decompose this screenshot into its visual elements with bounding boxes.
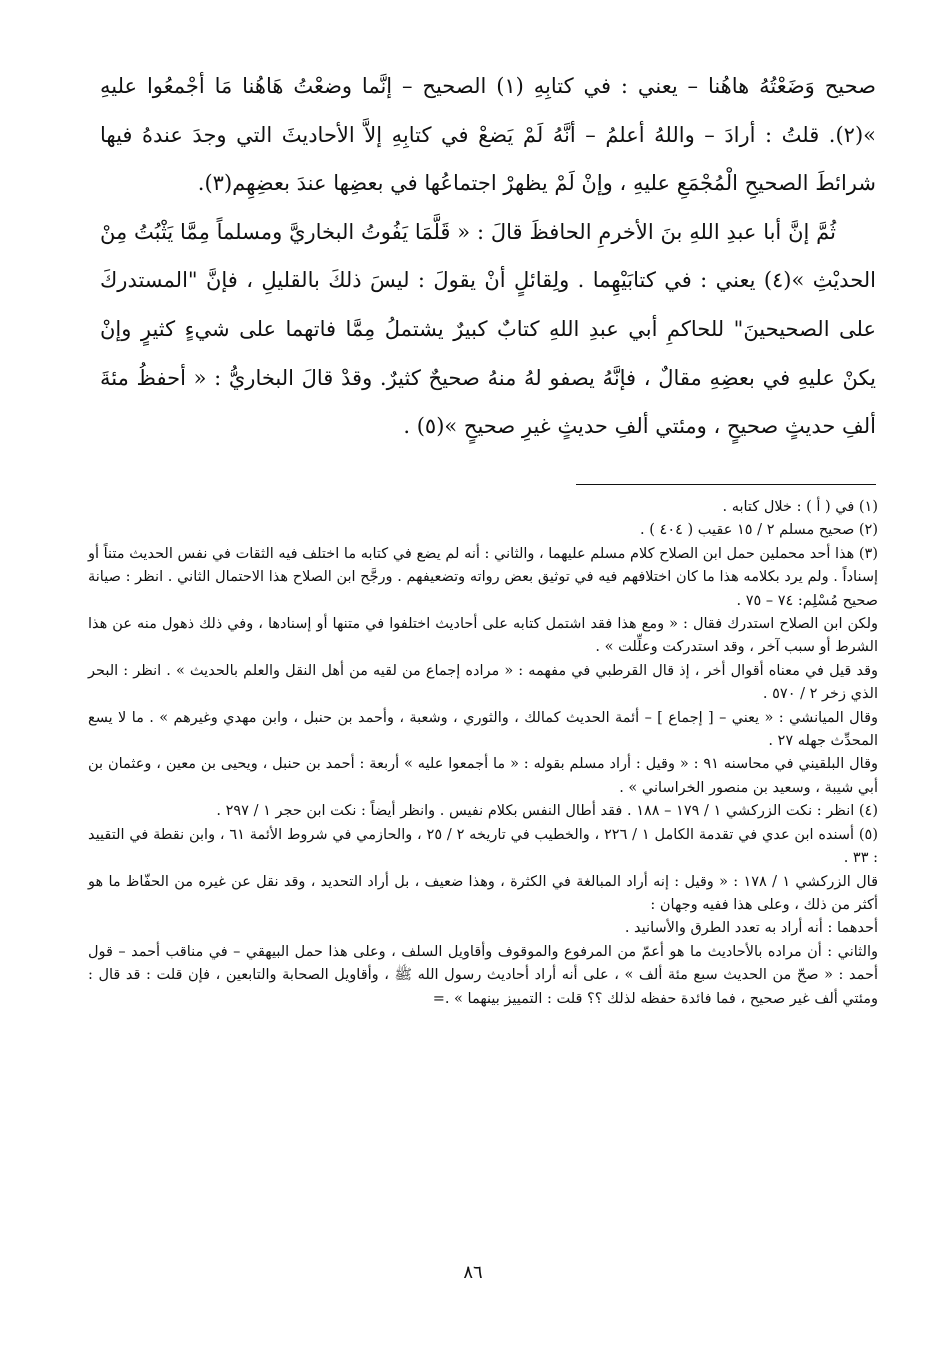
footnote-3-continuation-1: ولكن ابن الصلاح استدرك فقال : « ومع هذا فقد اشتمل كتابه على أحاديث اختلفوا في متنها أو إسنادها ، وفي ذلك ذهول منه عن هذا الشرط أو سبب آخر ، وقد استدركت وعلِّلت » . [88,616,878,656]
main-paragraph-1: صحيح وَضَعْتُهُ هاهُنا – يعني : في كتابِهِ (١) الصحيح – إنَّما وضعْتُ هَاهُنا مَا أجْمعُوا عليهِ »(٢). قلتُ : أرادَ – واللهُ أعلمُ – أنَّهُ لَمْ يَضعْ في كتابِهِ إلاَّ الأحاديثَ التي وجدَ عندهُ فيها شرائطَ الصحيحِ الْمُجْمَعِ عليهِ ، وإنْ لَمْ يظهرْ اجتماعُها في بعضِها عندَ بعضِهِم(٣). [100,74,876,196]
footnote-2: (٢) صحيح مسلم ٢ / ١٥ عقيب ( ٤٠٤ ) . [640,522,878,539]
footnote-5-continuation-3: والثاني : أن مراده بالأحاديث ما هو أعمّ من المرفوع والموقوف وأقاويل السلف ، وعلى هذا حمل البيهقي – في مناقب أحمد – قول أحمد : « صحّ من الحديث سبع مئة ألف » ، على أنه أراد أحاديث رسول الله ﷺ ، وأقاويل الصحابة والتابعين ، فإن قلت : قد قال : ومئتي ألف غير صحيح ، فما فائدة حفظه لذلك ؟؟ قلت : التمييز بينهما » .= [88,943,878,1007]
main-text [100,62,876,451]
footnote-3: (٣) هذا أحد محملين حمل ابن الصلاح كلام مسلم عليهما ، والثاني : أنه لم يضع في كتابه ما اختلف فيه الثقات في نفس الحديث متناً أو إسناداً . ولم يرد بكلامه هذا ما كان اختلافهم فيه في توثيق بعض رواته وتضعيفهم . ورجَّح ابن الصلاح هذا الاحتمال الثاني . انظر : صيانة صحيح مُسْلِم: ٧٤ – ٧٥ . [88,545,878,609]
footnote-divider [576,484,876,485]
footnote-5-continuation-1: قال الزركشي ١ / ١٧٨ : « وقيل : إنه أراد المبالغة في الكثرة ، وهذا ضعيف ، بل أراد التحديد ، وقد نقل عن غيره من الحفّاظ ما هو أكثر من ذلك ، وعلى هذا ففيه وجهان : [88,873,878,913]
main-paragraph-2: ثُمَّ إنَّ أبا عبدِ اللهِ بنَ الأخرمِ الحافظَ قالَ : « قَلَّمَا يَفُوتُ البخاريَّ ومسلماً مِمَّا يَثْبُتُ مِنْ الحديْثِ »(٤) يعني : في كتابَيْهِما . ولِقائلٍ أنْ يقولَ : ليسَ ذلكَ بالقليلِ ، فإنَّ "المستدركَ على الصحيحينَ" للحاكمِ أبي عبدِ اللهِ كتابٌ كبيرٌ يشتملُ مِمَّا فاتهما على شيءٍ كثيرٍ وإنْ يكنْ عليهِ في بعضِهِ مقالٌ ، فإنَّهُ يصفو لهُ منهُ صحيحٌ كثيرٌ. وقدْ قالَ البخاريُّ : « أحفظُ مئةَ ألفِ حديثٍ صحيحٍ ، ومئتي ألفِ حديثٍ غيرِ صحيحٍ »(٥) . [100,219,876,439]
footnote-3-continuation-3: وقال الميانشي : « يعني – [ إجماع ] – أئمة الحديث كمالك ، والثوري ، وشعبة ، وأحمد بن حنبل ، وابن مهدي وغيرهم » . ما لا يسع المحدِّث جهله ٢٧ . [88,709,878,750]
footnote-5-continuation-2: أحدهما : أنه أراد به تعدد الطرق والأسانيد . [624,920,878,937]
footnote-1: (١) في ( أ ) : خلال كتابه . [722,499,878,515]
footnote-3-continuation-4: وقال البلقيني في محاسنه ٩١ : « وقيل : أراد مسلم بقوله : « ما أجمعوا عليه » أربعة : أحمد بن حنبل ، ويحيى بن معين ، وعثمان بن أبي شيبة ، وسعيد بن منصور الخراساني » . [88,756,878,796]
footnote-4: (٤) انظر : نكت الزركشي ١ / ١٧٩ – ١٨٨ . فقد أطال النفس بكلام نفيس . وانظر أيضاً : نكت ابن حجر ١ / ٢٩٧ . [216,803,878,820]
footnote-3-continuation-2: وقد قيل في معناه أقوال أخر ، إذ قال القرطبي في مفهمه : « مراده إجماع من لقيه من أهل النقل والعلم بالحديث » . انظر : البحر الذي زخر ٢ / ٥٧٠ . [88,662,878,703]
footnote-5: (٥) أسنده ابن عدي في تقدمة الكامل ١ / ٢٢٦ ، والخطيب في تاريخه ٢ / ٢٥ ، والحازمي في شروط الأئمة ٦١ ، وابن نقطة في التقييد : ٣٣ . [88,826,879,867]
footnotes [88,496,878,1011]
page-number: ٨٦ [463,1262,483,1283]
